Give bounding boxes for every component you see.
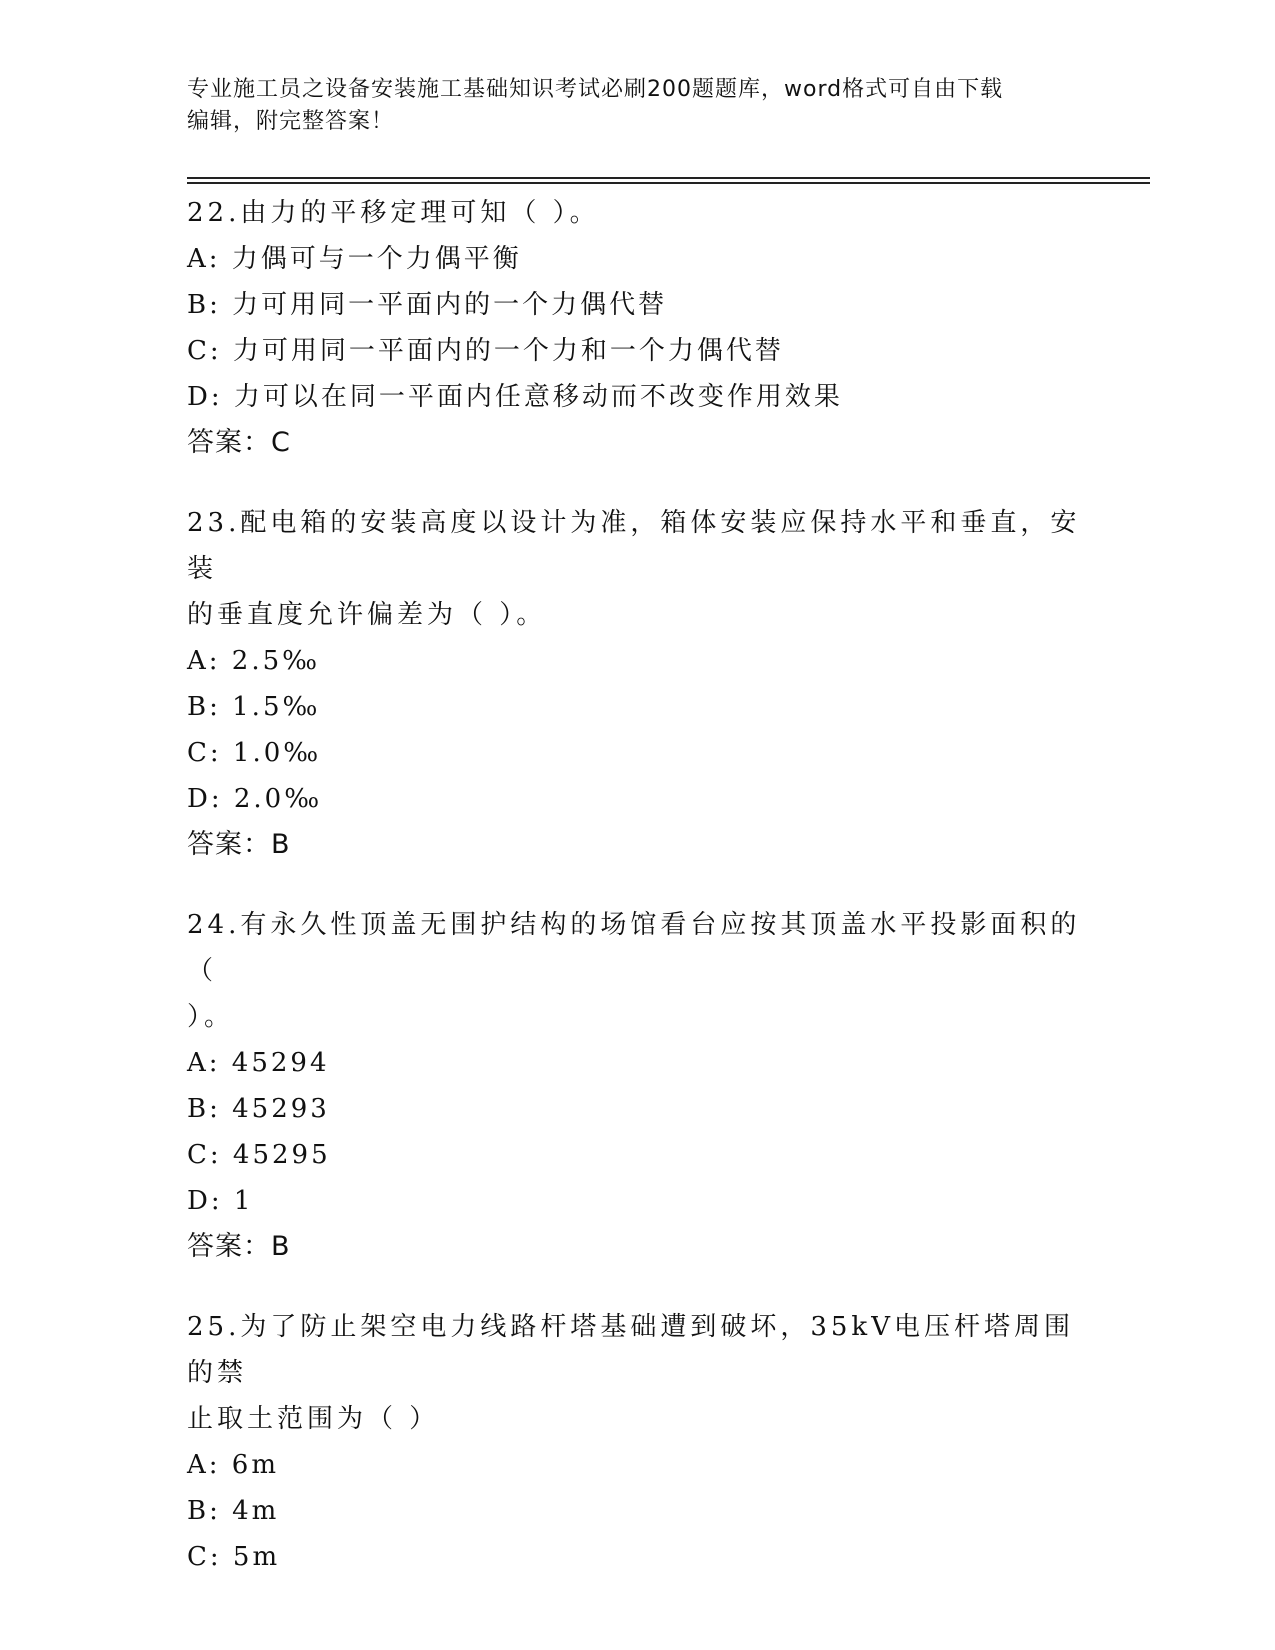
question-stem-line-1: 23.配电箱的安装高度以设计为准，箱体安装应保持水平和垂直，安装 xyxy=(187,508,1081,584)
answer-label: 答案：B xyxy=(187,1231,291,1262)
option-b: B: 1.5‰ xyxy=(187,692,321,722)
question-stem: 22.由力的平移定理可知（ ）。 xyxy=(187,198,600,228)
question-24 xyxy=(187,902,1087,1270)
answer-label: 答案：B xyxy=(187,829,291,860)
question-stem-line-2: 的垂直度允许偏差为（ ）。 xyxy=(187,600,547,630)
header-divider-bottom xyxy=(187,182,1150,184)
option-d: D: 2.0‰ xyxy=(187,784,323,814)
question-stem-line-1: 25.为了防止架空电力线路杆塔基础遭到破坏，35kV电压杆塔周围的禁 xyxy=(187,1312,1074,1388)
option-a: A: 6m xyxy=(187,1450,279,1480)
option-b: B: 45293 xyxy=(187,1094,330,1124)
option-d: D: 力可以在同一平面内任意移动而不改变作用效果 xyxy=(187,382,843,412)
question-list xyxy=(187,190,1087,1614)
question-stem-line-1: 24.有永久性顶盖无围护结构的场馆看台应按其顶盖水平投影面积的（ xyxy=(187,910,1081,986)
option-a: A: 2.5‰ xyxy=(187,646,321,676)
option-a: A: 力偶可与一个力偶平衡 xyxy=(187,244,522,274)
option-c: C: 力可用同一平面内的一个力和一个力偶代替 xyxy=(187,336,784,366)
header-line-1: 专业施工员之设备安装施工基础知识考试必刷200题题库，word格式可自由下载 xyxy=(187,77,1004,102)
document-header xyxy=(187,74,1087,138)
option-c: C: 5m xyxy=(187,1542,281,1572)
header-line-2: 编辑，附完整答案！ xyxy=(187,109,395,134)
header-divider-top xyxy=(187,177,1150,179)
answer-label: 答案：C xyxy=(187,427,291,458)
option-b: B: 力可用同一平面内的一个力偶代替 xyxy=(187,290,668,320)
question-25 xyxy=(187,1304,1087,1580)
option-d: D: 1 xyxy=(187,1186,254,1216)
question-stem-line-2: 止取土范围为（ ） xyxy=(187,1404,440,1434)
option-a: A: 45294 xyxy=(187,1048,330,1078)
question-22 xyxy=(187,190,1087,466)
question-23 xyxy=(187,500,1087,868)
option-c: C: 45295 xyxy=(187,1140,331,1170)
option-c: C: 1.0‰ xyxy=(187,738,322,768)
option-b: B: 4m xyxy=(187,1496,280,1526)
question-stem-line-2: ）。 xyxy=(187,1002,235,1032)
